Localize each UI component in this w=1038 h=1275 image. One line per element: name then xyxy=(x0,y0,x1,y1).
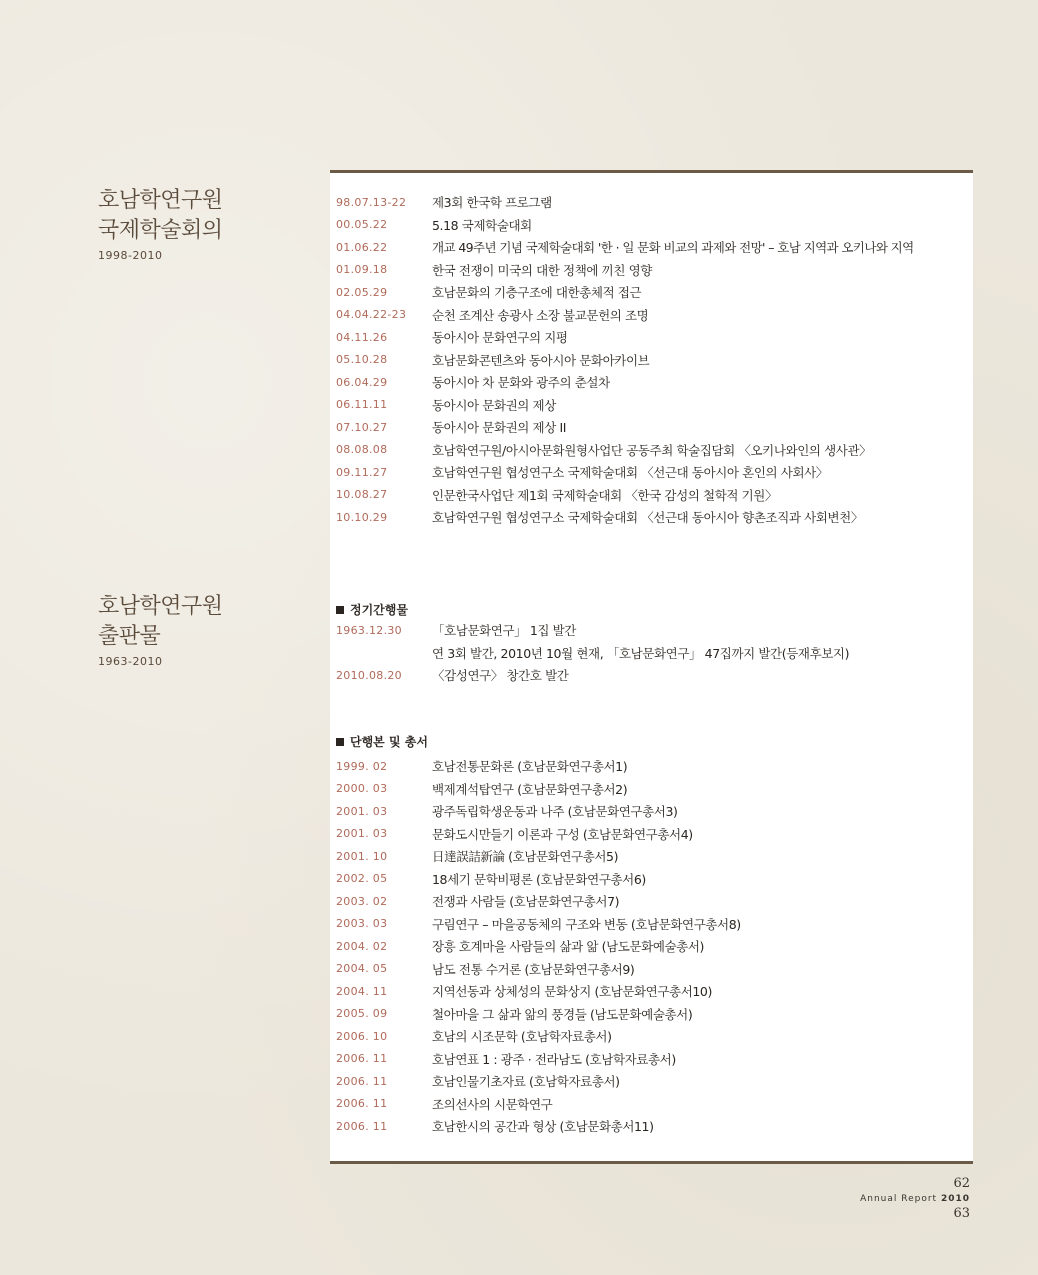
conference-title: 인문한국사업단 제1회 국제학술대회 〈한국 감성의 철학적 기원〉 xyxy=(432,487,778,503)
conference-title: 호남학연구원 협성연구소 국제학술대회 〈선근대 동아시아 향촌조직과 사회변천〉 xyxy=(432,510,863,526)
list-item xyxy=(336,439,966,462)
periodicals-heading-label: 정기간행물 xyxy=(350,603,408,617)
conference-date: 01.09.18 xyxy=(336,263,388,277)
conference-title-line2: 국제학술회의 xyxy=(98,218,223,243)
book-date: 2005. 09 xyxy=(336,1007,388,1021)
conference-title: 제3회 한국학 프로그램 xyxy=(432,195,552,211)
book-title: 호남인물기초자료 (호남학자료총서) xyxy=(432,1074,620,1090)
periodical-date: 1963.12.30 xyxy=(336,623,402,637)
conference-date: 10.10.29 xyxy=(336,510,388,524)
conference-date: 04.04.22-23 xyxy=(336,308,407,322)
list-item xyxy=(336,980,966,1003)
list-item xyxy=(336,281,966,304)
list-item xyxy=(336,1025,966,1048)
conference-date: 08.08.08 xyxy=(336,443,388,457)
annual-report-label xyxy=(860,1192,970,1206)
book-date: 2000. 03 xyxy=(336,782,388,796)
book-date: 2002. 05 xyxy=(336,872,388,886)
list-item xyxy=(336,800,966,823)
conference-date: 02.05.29 xyxy=(336,285,388,299)
books-heading xyxy=(336,733,428,750)
page-footer xyxy=(860,1176,970,1222)
list-item xyxy=(336,958,966,981)
conference-title: 동아시아 문화권의 제상 xyxy=(432,397,556,413)
book-date: 2001. 10 xyxy=(336,849,388,863)
conference-date: 05.10.28 xyxy=(336,353,388,367)
book-date: 2001. 03 xyxy=(336,804,388,818)
page-number-right: 63 xyxy=(953,1206,970,1221)
list-item xyxy=(336,1093,966,1116)
book-title: 日達誤詰新論 (호남문화연구총서5) xyxy=(432,849,619,865)
periodical-text: 〈감성연구〉 창간호 발간 xyxy=(432,668,569,684)
publications-title-line1: 호남학연구원 xyxy=(98,594,223,619)
conference-date: 01.06.22 xyxy=(336,240,388,254)
periodicals-heading xyxy=(336,601,408,618)
list-item xyxy=(336,778,966,801)
list-item xyxy=(336,642,966,665)
book-date: 2006. 10 xyxy=(336,1029,388,1043)
list-item xyxy=(336,1070,966,1093)
list-item xyxy=(336,371,966,394)
conference-title: 호남문화콘텐츠와 동아시아 문화아카이브 xyxy=(432,352,650,368)
list-item xyxy=(336,236,966,259)
conference-title: 한국 전쟁이 미국의 대한 정책에 끼친 영향 xyxy=(432,262,652,278)
conference-years: 1998-2010 xyxy=(98,249,163,262)
list-item xyxy=(336,349,966,372)
book-title: 장흥 호계마을 사람들의 삶과 앎 (남도문화예술총서) xyxy=(432,939,704,955)
conference-title: 순천 조계산 송광사 소장 불교문헌의 조명 xyxy=(432,307,649,323)
report-year: 2010 xyxy=(940,1194,970,1204)
books-list xyxy=(336,755,966,1138)
conference-title: 동아시아 문화권의 제상 II xyxy=(432,420,567,436)
book-title: 호남연표 1 : 광주 · 전라남도 (호남학자료총서) xyxy=(432,1051,676,1067)
book-title: 지역선동과 상체성의 문화상지 (호남문화연구총서10) xyxy=(432,984,712,1000)
list-item xyxy=(336,191,966,214)
list-item xyxy=(336,890,966,913)
publications-title-line2: 출판물 xyxy=(98,624,161,649)
list-item xyxy=(336,845,966,868)
book-date: 2006. 11 xyxy=(336,1052,388,1066)
list-item xyxy=(336,755,966,778)
list-item xyxy=(336,913,966,936)
list-item xyxy=(336,461,966,484)
conference-title: 동아시아 차 문화와 광주의 춘설차 xyxy=(432,375,610,391)
conference-title: 호남학연구원 협성연구소 국제학술대회 〈선근대 동아시아 혼인의 사회사〉 xyxy=(432,465,828,481)
conference-date: 06.04.29 xyxy=(336,375,388,389)
conference-date: 04.11.26 xyxy=(336,330,388,344)
list-item xyxy=(336,1003,966,1026)
book-title: 조의선사의 시문학연구 xyxy=(432,1096,553,1112)
list-item xyxy=(336,664,966,687)
periodical-text: 「호남문화연구」 1집 발간 xyxy=(432,623,576,639)
periodicals-list xyxy=(336,619,966,687)
list-item xyxy=(336,214,966,237)
book-date: 2004. 02 xyxy=(336,939,388,953)
publications-section-heading xyxy=(98,592,223,668)
list-item xyxy=(336,416,966,439)
conference-date: 09.11.27 xyxy=(336,465,388,479)
report-label: Annual Report xyxy=(860,1194,938,1204)
book-date: 2004. 11 xyxy=(336,984,388,998)
book-title: 광주독립학생운동과 나주 (호남문화연구총서3) xyxy=(432,804,678,820)
page-number-left: 62 xyxy=(953,1176,970,1191)
book-title: 전쟁과 사람들 (호남문화연구총서7) xyxy=(432,894,620,910)
book-date: 2004. 05 xyxy=(336,962,388,976)
conference-title: 호남문화의 기층구조에 대한총체적 접근 xyxy=(432,285,642,301)
square-bullet-icon xyxy=(336,738,344,746)
book-title: 철아마을 그 삶과 앎의 풍경들 (남도문화예술총서) xyxy=(432,1006,693,1022)
list-item xyxy=(336,823,966,846)
publications-years: 1963-2010 xyxy=(98,655,163,668)
list-item xyxy=(336,868,966,891)
list-item xyxy=(336,935,966,958)
book-date: 2006. 11 xyxy=(336,1097,388,1111)
conference-date: 98.07.13-22 xyxy=(336,195,407,209)
book-title: 호남전통문화론 (호남문화연구총서1) xyxy=(432,759,628,775)
book-title: 호남한시의 공간과 형상 (호남문화총서11) xyxy=(432,1119,654,1135)
book-title: 문화도시만들기 이론과 구성 (호남문화연구총서4) xyxy=(432,826,693,842)
book-date: 1999. 02 xyxy=(336,759,388,773)
list-item xyxy=(336,484,966,507)
book-title: 구림연구 – 마을공동체의 구조와 변동 (호남문화연구총서8) xyxy=(432,916,741,932)
periodical-date: 2010.08.20 xyxy=(336,668,402,682)
conference-date: 07.10.27 xyxy=(336,420,388,434)
list-item xyxy=(336,1115,966,1138)
conference-date: 00.05.22 xyxy=(336,218,388,232)
books-heading-label: 단행본 및 총서 xyxy=(350,735,428,749)
book-date: 2006. 11 xyxy=(336,1074,388,1088)
book-date: 2001. 03 xyxy=(336,827,388,841)
conference-section-heading xyxy=(98,186,223,262)
book-title: 남도 전통 수거론 (호남문화연구총서9) xyxy=(432,961,635,977)
conference-title-line1: 호남학연구원 xyxy=(98,188,223,213)
conference-date: 06.11.11 xyxy=(336,398,388,412)
periodical-text: 연 3회 발간, 2010년 10월 현재, 「호남문화연구」 47집까지 발간(등재후보지) xyxy=(432,645,850,661)
list-item xyxy=(336,259,966,282)
book-title: 호남의 시조문학 (호남학자료총서) xyxy=(432,1029,612,1045)
list-item xyxy=(336,394,966,417)
list-item xyxy=(336,619,966,642)
conference-title: 5.18 국제학술대회 xyxy=(432,217,532,233)
conference-title: 개교 49주년 기념 국제학술대회 '한 · 일 문화 비교의 과제와 전망' – 호남 지역과 오키나와 지역 xyxy=(432,240,914,256)
book-title: 백제계석탑연구 (호남문화연구총서2) xyxy=(432,781,628,797)
list-item xyxy=(336,304,966,327)
list-item xyxy=(336,1048,966,1071)
conference-date: 10.08.27 xyxy=(336,488,388,502)
book-date: 2003. 03 xyxy=(336,917,388,931)
book-date: 2006. 11 xyxy=(336,1119,388,1133)
conference-list xyxy=(336,191,966,529)
conference-title: 호남학연구원/아시아문화원형사업단 공동주최 학술집담회 〈오키나와인의 생사관〉 xyxy=(432,442,872,458)
book-date: 2003. 02 xyxy=(336,894,388,908)
list-item xyxy=(336,326,966,349)
content-panel xyxy=(330,170,973,1164)
list-item xyxy=(336,506,966,529)
square-bullet-icon xyxy=(336,606,344,614)
book-title: 18세기 문학비평론 (호남문화연구총서6) xyxy=(432,871,646,887)
conference-title: 동아시아 문화연구의 지평 xyxy=(432,330,568,346)
